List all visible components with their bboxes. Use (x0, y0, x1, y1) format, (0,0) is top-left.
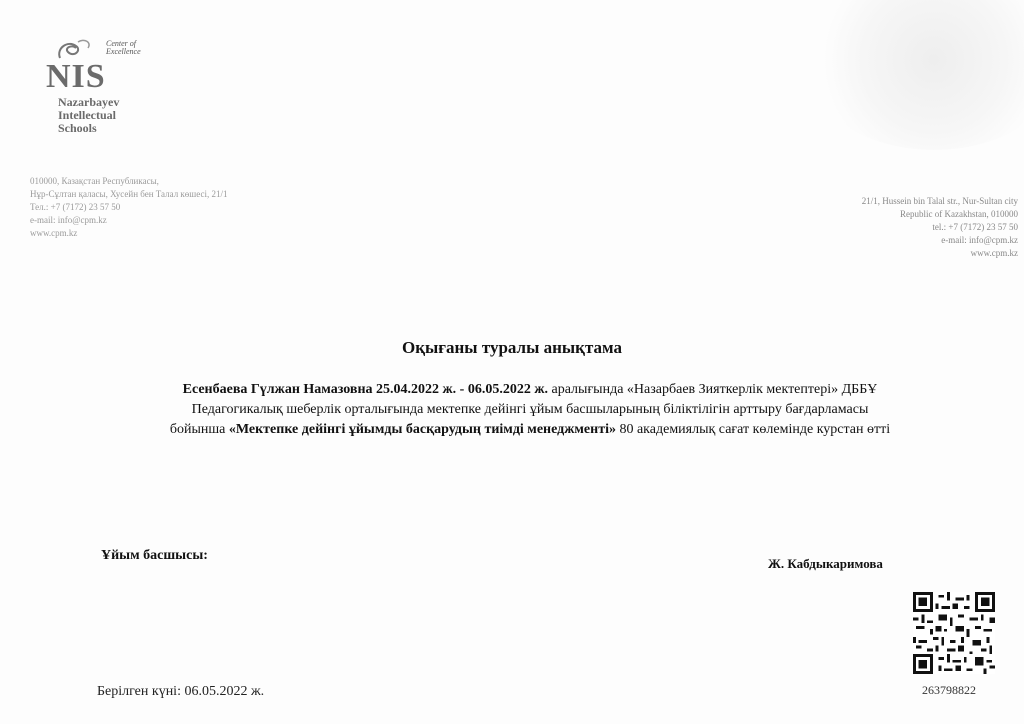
qr-code-icon (913, 592, 995, 674)
address-email: e-mail: info@cpm.kz (30, 215, 107, 225)
address-website: www.cpm.kz (30, 228, 78, 238)
body-text: 80 академиялық сағат көлемінде курстан өтті (615, 422, 891, 437)
body-line-1 (120, 380, 940, 400)
logo-name-line: Intellectual (58, 108, 116, 122)
issue-date: Берілген күні: 06.05.2022 ж. (97, 684, 265, 699)
qr-number: 263798822 (922, 683, 976, 697)
address-line: 21/1, Hussein bin Talal str., Nur-Sultan city (861, 196, 1018, 206)
address-line: 010000, Казақстан Республикасы, (30, 176, 159, 186)
signer-name: Ж. Кабдыкаримова (768, 556, 883, 571)
address-phone: Тел.: +7 (7172) 23 57 50 (30, 202, 121, 212)
logo-abbr: NIS (46, 58, 106, 95)
director-label: Ұйым басшысы: (101, 548, 208, 563)
recipient-name-dates: Есенбаева Гүлжан Намазовна 25.04.2022 ж. - 06.05.2022 ж. (182, 382, 548, 397)
body-text: бойынша (169, 422, 229, 437)
watermark-shape (804, 0, 1024, 150)
certificate-body (120, 380, 940, 440)
body-line-2: Педагогикалық шеберлік орталығында мектепке дейінгі ұйым басшыларының біліктілігін арттыру бағдарламасы (191, 402, 869, 417)
course-name: «Мектепке дейінгі ұйымды басқарудың тиімді менеджменті» (228, 422, 616, 437)
logo-name-line: Nazarbayev (58, 95, 120, 109)
address-kz (30, 175, 227, 240)
logo-caption: Center of Excellence (106, 39, 141, 56)
logo-name-line: Schools (58, 121, 97, 135)
address-line: Нұр-Сұлтан қаласы, Хусейн бен Талал көшесі, 21/1 (30, 189, 228, 199)
address-en (862, 195, 1018, 260)
nis-logo (44, 38, 164, 138)
body-text: аралығында «Назарбаев Зияткерлік мектептері» ДББҰ (548, 382, 878, 397)
document-title: Оқығаны туралы анықтама (401, 338, 622, 357)
address-website: www.cpm.kz (970, 248, 1018, 258)
body-line-3 (120, 420, 940, 440)
address-phone: tel.: +7 (7172) 23 57 50 (932, 222, 1018, 232)
address-line: Republic of Kazakhstan, 010000 (900, 209, 1018, 219)
logo-name (58, 96, 168, 135)
address-email: e-mail: info@cpm.kz (941, 235, 1018, 245)
